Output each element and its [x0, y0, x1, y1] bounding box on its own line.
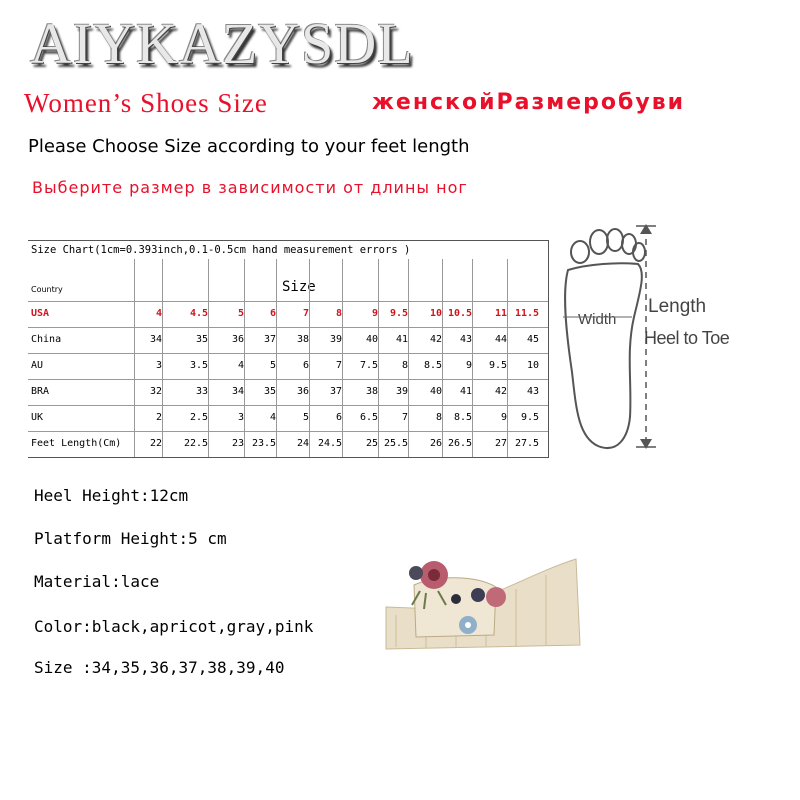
- column-divider: [134, 259, 135, 457]
- table-cell: 4: [155, 308, 162, 319]
- table-row: [28, 301, 548, 328]
- heel-to-toe-label: Heel to Toe: [644, 328, 730, 348]
- table-cell: 27.5: [515, 438, 540, 449]
- table-cell: 39: [329, 334, 342, 345]
- size-chart-caption: Size Chart(1cm=0.393inch,0.1-0.5cm hand measurement errors ): [31, 244, 411, 256]
- table-row: [28, 379, 548, 406]
- table-cell: 37: [329, 386, 342, 397]
- table-cell: 35: [263, 386, 276, 397]
- column-divider: [408, 259, 409, 457]
- table-cell: 4: [269, 412, 276, 423]
- size-heading: Size: [282, 279, 316, 295]
- size-chart: [28, 240, 549, 458]
- table-cell: 6: [335, 412, 342, 423]
- table-cell: 36: [296, 386, 309, 397]
- table-cell: 43: [526, 386, 539, 397]
- table-cell: 22.5: [184, 438, 209, 449]
- table-cell: 7: [401, 412, 408, 423]
- table-cell: 40: [365, 334, 378, 345]
- table-cell: 9: [371, 308, 378, 319]
- table-cell: 32: [149, 386, 162, 397]
- column-divider: [442, 259, 443, 457]
- table-cell: 4.5: [189, 308, 208, 319]
- table-cell: 8.5: [423, 360, 442, 371]
- table-cell: 38: [296, 334, 309, 345]
- instruction-russian: Выберите размер в зависимости от длины ног: [32, 178, 468, 197]
- table-cell: 11.5: [515, 308, 540, 319]
- table-cell: 39: [395, 386, 408, 397]
- column-divider: [507, 259, 508, 457]
- table-cell: 5: [302, 412, 309, 423]
- table-cell: 40: [429, 386, 442, 397]
- instruction-english: Please Choose Size according to your feet length: [28, 136, 470, 157]
- table-cell: 26: [429, 438, 442, 449]
- row-label: UK: [31, 412, 44, 423]
- table-cell: 3.5: [189, 360, 208, 371]
- row-label: AU: [31, 360, 44, 371]
- table-cell: 9.5: [520, 412, 539, 423]
- column-divider: [378, 259, 379, 457]
- row-label: USA: [31, 308, 50, 319]
- table-cell: 10: [429, 308, 442, 319]
- spec-material: Material:lace: [34, 572, 160, 591]
- table-cell: 41: [459, 386, 472, 397]
- table-cell: 2: [155, 412, 162, 423]
- column-divider: [208, 259, 209, 457]
- table-cell: 8: [335, 308, 342, 319]
- table-row: [28, 431, 548, 458]
- table-cell: 44: [494, 334, 507, 345]
- table-row: [28, 353, 548, 380]
- table-cell: 34: [231, 386, 244, 397]
- table-cell: 7.5: [359, 360, 378, 371]
- table-cell: 34: [149, 334, 162, 345]
- table-cell: 8.5: [453, 412, 472, 423]
- flower-icon: [486, 587, 506, 607]
- table-cell: 41: [395, 334, 408, 345]
- table-cell: 9: [465, 360, 472, 371]
- table-cell: 27: [494, 438, 507, 449]
- table-cell: 3: [237, 412, 244, 423]
- column-divider: [342, 259, 343, 457]
- table-cell: 10.5: [448, 308, 473, 319]
- table-cell: 43: [459, 334, 472, 345]
- table-row: [28, 405, 548, 432]
- table-cell: 7: [302, 308, 309, 319]
- title-english: Women’s Shoes Size: [24, 88, 268, 118]
- row-label: China: [31, 334, 62, 345]
- table-row: [28, 327, 548, 354]
- column-divider: [244, 259, 245, 457]
- table-cell: 26.5: [448, 438, 473, 449]
- column-divider: [309, 259, 310, 457]
- column-divider: [162, 259, 163, 457]
- table-cell: 6: [302, 360, 309, 371]
- table-cell: 3: [155, 360, 162, 371]
- flower-icon: [471, 588, 485, 602]
- table-cell: 9: [500, 412, 507, 423]
- table-cell: 11: [494, 308, 507, 319]
- table-cell: 4: [237, 360, 244, 371]
- table-cell: 25: [365, 438, 378, 449]
- table-cell: 23.5: [252, 438, 277, 449]
- table-cell: 9.5: [389, 308, 408, 319]
- row-label: Feet Length(Cm): [31, 438, 122, 449]
- table-cell: 22: [149, 438, 162, 449]
- table-cell: 24: [296, 438, 309, 449]
- table-cell: 25.5: [384, 438, 409, 449]
- table-cell: 8: [435, 412, 442, 423]
- length-label: Length: [648, 296, 707, 317]
- table-cell: 36: [231, 334, 244, 345]
- spec-heel-height: Heel Height:12cm: [34, 486, 189, 505]
- table-cell: 42: [429, 334, 442, 345]
- table-cell: 7: [335, 360, 342, 371]
- title-russian: женскойРазмеробуви: [372, 90, 686, 115]
- column-divider: [276, 259, 277, 457]
- column-divider: [472, 259, 473, 457]
- table-cell: 42: [494, 386, 507, 397]
- table-cell: 10: [526, 360, 539, 371]
- table-cell: 9.5: [488, 360, 507, 371]
- row-label: BRA: [31, 386, 50, 397]
- spec-color: Color:black,apricot,gray,pink: [34, 617, 314, 636]
- table-cell: 37: [263, 334, 276, 345]
- table-cell: 23: [231, 438, 244, 449]
- table-cell: 33: [195, 386, 208, 397]
- flower-icon: [409, 566, 423, 580]
- brand-logo: AIYKAZYSDL: [30, 11, 414, 76]
- table-cell: 45: [526, 334, 539, 345]
- table-cell: 5: [237, 308, 244, 319]
- product-image: [376, 545, 586, 665]
- table-cell: 35: [195, 334, 208, 345]
- width-label: Width: [578, 311, 617, 328]
- table-cell: 24.5: [318, 438, 343, 449]
- spec-platform-height: Platform Height:5 cm: [34, 529, 227, 548]
- table-cell: 6: [269, 308, 276, 319]
- country-heading: Country: [31, 285, 63, 294]
- table-cell: 5: [269, 360, 276, 371]
- table-cell: 8: [401, 360, 408, 371]
- table-cell: 6.5: [359, 412, 378, 423]
- table-cell: 38: [365, 386, 378, 397]
- table-cell: 2.5: [189, 412, 208, 423]
- spec-size: Size :34,35,36,37,38,39,40: [34, 658, 285, 677]
